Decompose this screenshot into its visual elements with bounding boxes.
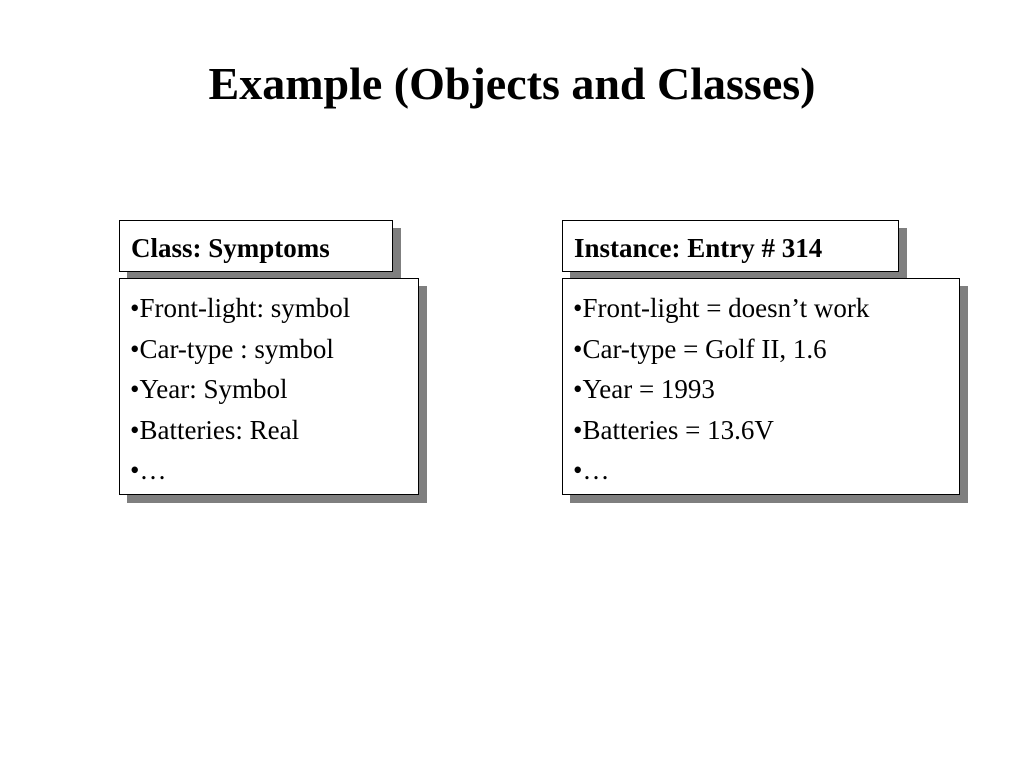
class-attribute-item: •Batteries: Real: [130, 414, 300, 445]
class-attribute-item: •Car-type : symbol: [130, 333, 334, 364]
instance-values-box: [562, 278, 960, 495]
class-header-label: Class: Symptoms: [131, 233, 330, 263]
instance-header-label: Instance: Entry # 314: [574, 233, 823, 263]
instance-value-item: •Year = 1993: [573, 374, 715, 404]
class-attribute-item: •Front-light: symbol: [130, 293, 351, 323]
instance-value-item: •Front-light = doesn’t work: [573, 293, 870, 323]
instance-value-item: •Batteries = 13.6V: [573, 414, 774, 445]
class-attribute-item: •Year: Symbol: [130, 374, 288, 404]
slide-title: Example (Objects and Classes): [208, 58, 816, 109]
instance-value-item: •Car-type = Golf II, 1.6: [573, 333, 827, 364]
instance-value-item: •…: [573, 455, 610, 485]
instance-header-box: [562, 220, 899, 272]
class-attribute-item: •…: [130, 455, 167, 485]
class-header-box: [119, 220, 393, 272]
class-attributes-list: [130, 288, 418, 491]
class-attributes-box: [119, 278, 419, 495]
instance-values-list: [573, 288, 959, 491]
